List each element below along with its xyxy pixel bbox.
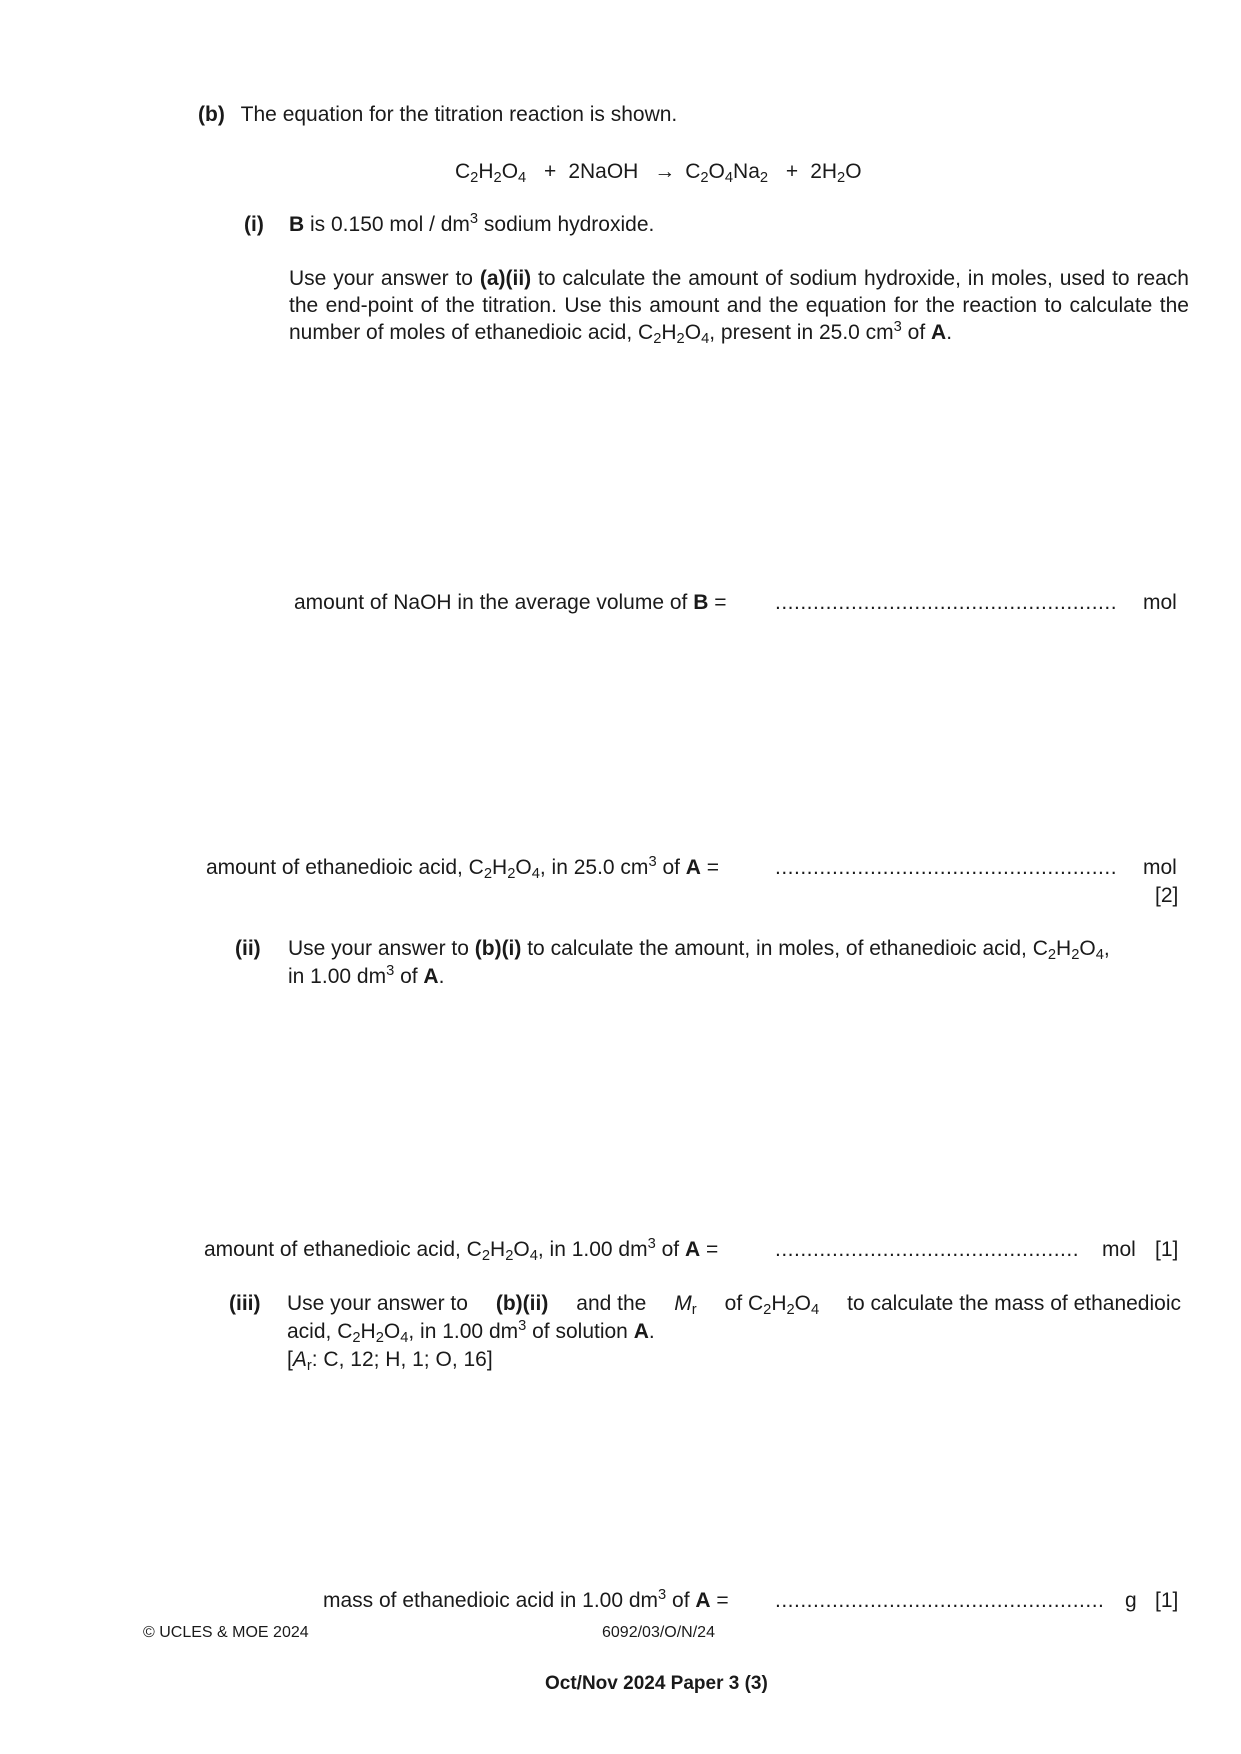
- text: , present in 25.0 cm: [709, 321, 894, 344]
- sup: 3: [648, 853, 657, 870]
- answer-blank-naoh[interactable]: ......................................................: [775, 591, 1118, 614]
- sub: 4: [811, 1302, 820, 1319]
- sub: 4: [529, 1248, 538, 1265]
- text: .: [946, 321, 953, 344]
- text: ,: [1103, 937, 1110, 960]
- bold-a: A: [685, 856, 701, 879]
- text: O: [684, 321, 702, 344]
- unit-g: g: [1125, 1589, 1137, 1612]
- text: acid, C: [287, 1320, 353, 1343]
- part-ii-label: (ii): [235, 937, 261, 960]
- equals: =: [710, 1589, 729, 1612]
- marks-1: [1]: [1155, 1589, 1179, 1612]
- paper-note: Oct/Nov 2024 Paper 3 (3): [545, 1673, 768, 1694]
- text: H: [492, 856, 508, 879]
- sup: 3: [469, 210, 479, 227]
- answer-blank-acid-25[interactable]: ......................................................: [775, 856, 1118, 879]
- part-ii-line1: [288, 935, 1110, 962]
- bold-a: A: [423, 965, 439, 988]
- equals: =: [708, 591, 727, 614]
- text: Use your answer to: [289, 267, 480, 290]
- text: of: [394, 965, 424, 988]
- copyright: © UCLES & MOE 2024: [143, 1624, 309, 1641]
- sup: 3: [647, 1235, 656, 1252]
- sub: 2: [481, 1248, 491, 1265]
- eq-c: C: [685, 160, 701, 183]
- sub: 2: [1071, 947, 1080, 964]
- bold-a: A: [931, 321, 947, 344]
- part-b-label: (b): [198, 103, 225, 126]
- answer-blank-acid-1dm3[interactable]: ................................................: [775, 1238, 1080, 1261]
- equals: =: [700, 1238, 719, 1261]
- text: H: [771, 1292, 787, 1315]
- text: Use your answer to: [287, 1292, 468, 1315]
- sub: 4: [400, 1330, 409, 1347]
- part-i-line1: [289, 211, 654, 238]
- eq-naoh: 2NaOH: [568, 160, 639, 183]
- text: amount of ethanedioic acid, C: [204, 1238, 482, 1261]
- text: of C: [724, 1292, 764, 1315]
- eq-plus: +: [785, 160, 799, 183]
- eq-plus: +: [544, 160, 557, 183]
- answer-line-naoh: [294, 589, 727, 616]
- text: .: [438, 965, 445, 988]
- ref-bold: (b)(ii): [495, 1292, 549, 1315]
- eq-h: H: [478, 160, 494, 183]
- question-part-i: [244, 210, 655, 238]
- text: of: [655, 1238, 685, 1261]
- sup: 3: [893, 318, 902, 335]
- eq-2h: 2H: [810, 160, 838, 183]
- text: H: [1056, 937, 1072, 960]
- eq-o: O: [501, 160, 519, 183]
- unit-mol: mol: [1143, 856, 1177, 879]
- part-i-label: (i): [244, 213, 264, 236]
- text: is 0.150 mol / dm: [304, 213, 470, 236]
- text: O: [794, 1292, 812, 1315]
- sub: 2: [763, 1302, 772, 1319]
- sub: 2: [352, 1330, 361, 1347]
- sub: 2: [505, 1248, 514, 1265]
- part-iii-label: (iii): [229, 1292, 261, 1315]
- equals: =: [700, 856, 720, 879]
- eq-sub: 2: [700, 170, 709, 187]
- eq-sub: 4: [518, 170, 527, 187]
- sup: 3: [386, 962, 395, 979]
- text: to calculate the amount, in moles, of ethanedioic acid, C: [521, 937, 1048, 960]
- text: , in 25.0 cm: [539, 856, 649, 879]
- sub: 2: [786, 1302, 795, 1319]
- text: to calculate the mass of ethanedioic: [847, 1292, 1181, 1315]
- eq-sub: 2: [470, 170, 479, 187]
- text: and the: [576, 1292, 647, 1315]
- answer-blank-mass[interactable]: ....................................................: [775, 1589, 1105, 1612]
- bold-a: A: [695, 1589, 711, 1612]
- unit-mol: mol: [1102, 1238, 1136, 1261]
- text: : C, 12; H, 1; O, 16]: [311, 1348, 493, 1371]
- bold-a: A: [684, 1238, 701, 1261]
- answer-line-acid-1dm3: [204, 1236, 718, 1263]
- text: sodium hydroxide.: [478, 213, 655, 236]
- marks-1: [1]: [1155, 1238, 1179, 1261]
- mr-symbol: M: [674, 1292, 692, 1315]
- marks-2: [2]: [1155, 884, 1179, 907]
- text: to calculate the amount of sodium hydroxide, in moles, used to reach the end-point of the titration. Use this amount and the equation for the reaction to calculate the number of moles of ethanedioic acid, C: [289, 267, 1189, 344]
- paper-code: 6092/03/O/N/24: [602, 1624, 715, 1641]
- question-part-ii: [235, 935, 261, 962]
- question-part-b: [198, 101, 677, 128]
- part-i-instructions: [289, 265, 1189, 346]
- sup: 3: [658, 1586, 667, 1603]
- eq-o: O: [845, 160, 862, 183]
- eq-o: O: [708, 160, 725, 183]
- bold-b: B: [693, 591, 709, 614]
- part-b-intro: The equation for the titration reaction is shown.: [240, 103, 678, 126]
- sub: 2: [507, 866, 516, 883]
- eq-arrow: →: [654, 160, 676, 183]
- text: O: [1079, 937, 1096, 960]
- text: of: [901, 321, 932, 344]
- sub: 2: [375, 1330, 384, 1347]
- sub: 2: [483, 866, 493, 883]
- answer-line-acid-25: [206, 854, 719, 881]
- text: H: [661, 321, 677, 344]
- text: O: [383, 1320, 401, 1343]
- sub: 4: [531, 866, 540, 883]
- unit-mol: mol: [1143, 591, 1177, 614]
- text: H: [490, 1238, 506, 1261]
- reaction-equation: [455, 158, 862, 185]
- bold-b: B: [289, 213, 305, 236]
- sub: 4: [1095, 947, 1104, 964]
- sub: 4: [701, 331, 710, 348]
- part-iii-line2: [287, 1318, 655, 1345]
- sub: r: [691, 1302, 697, 1319]
- label: amount of NaOH in the average volume of: [294, 591, 694, 614]
- sub: 2: [653, 331, 662, 348]
- text: , in 1.00 dm: [408, 1320, 519, 1343]
- text: .: [648, 1320, 655, 1343]
- part-iii-line3: [287, 1346, 493, 1373]
- ref-bold: (a)(ii): [479, 267, 532, 290]
- sup: 3: [518, 1317, 527, 1334]
- text: O: [513, 1238, 530, 1261]
- eq-sub: 2: [759, 170, 769, 187]
- text: in 1.00 dm: [288, 965, 387, 988]
- text: [: [287, 1348, 293, 1371]
- part-ii-line2: [288, 963, 444, 990]
- eq-sub: 4: [724, 170, 734, 187]
- text: of: [666, 1589, 696, 1612]
- text: H: [360, 1320, 376, 1343]
- eq-c: C: [455, 160, 471, 183]
- text: mass of ethanedioic acid in 1.00 dm: [323, 1589, 659, 1612]
- text: of solution: [526, 1320, 634, 1343]
- ref-bold: (b)(i): [474, 937, 522, 960]
- eq-sub: 2: [493, 170, 502, 187]
- text: O: [515, 856, 532, 879]
- answer-line-mass: [323, 1587, 729, 1614]
- text: , in 1.00 dm: [537, 1238, 648, 1261]
- eq-sub: 2: [837, 170, 846, 187]
- ar-symbol: A: [292, 1348, 307, 1371]
- part-iii-line1: [287, 1290, 1181, 1317]
- sub: r: [306, 1358, 312, 1375]
- bold-a: A: [633, 1320, 649, 1343]
- sub: 2: [676, 331, 685, 348]
- text: Use your answer to: [288, 937, 475, 960]
- eq-na: Na: [733, 160, 760, 183]
- sub: 2: [1047, 947, 1057, 964]
- text: of: [656, 856, 686, 879]
- question-part-iii: [229, 1290, 261, 1317]
- text: amount of ethanedioic acid, C: [206, 856, 484, 879]
